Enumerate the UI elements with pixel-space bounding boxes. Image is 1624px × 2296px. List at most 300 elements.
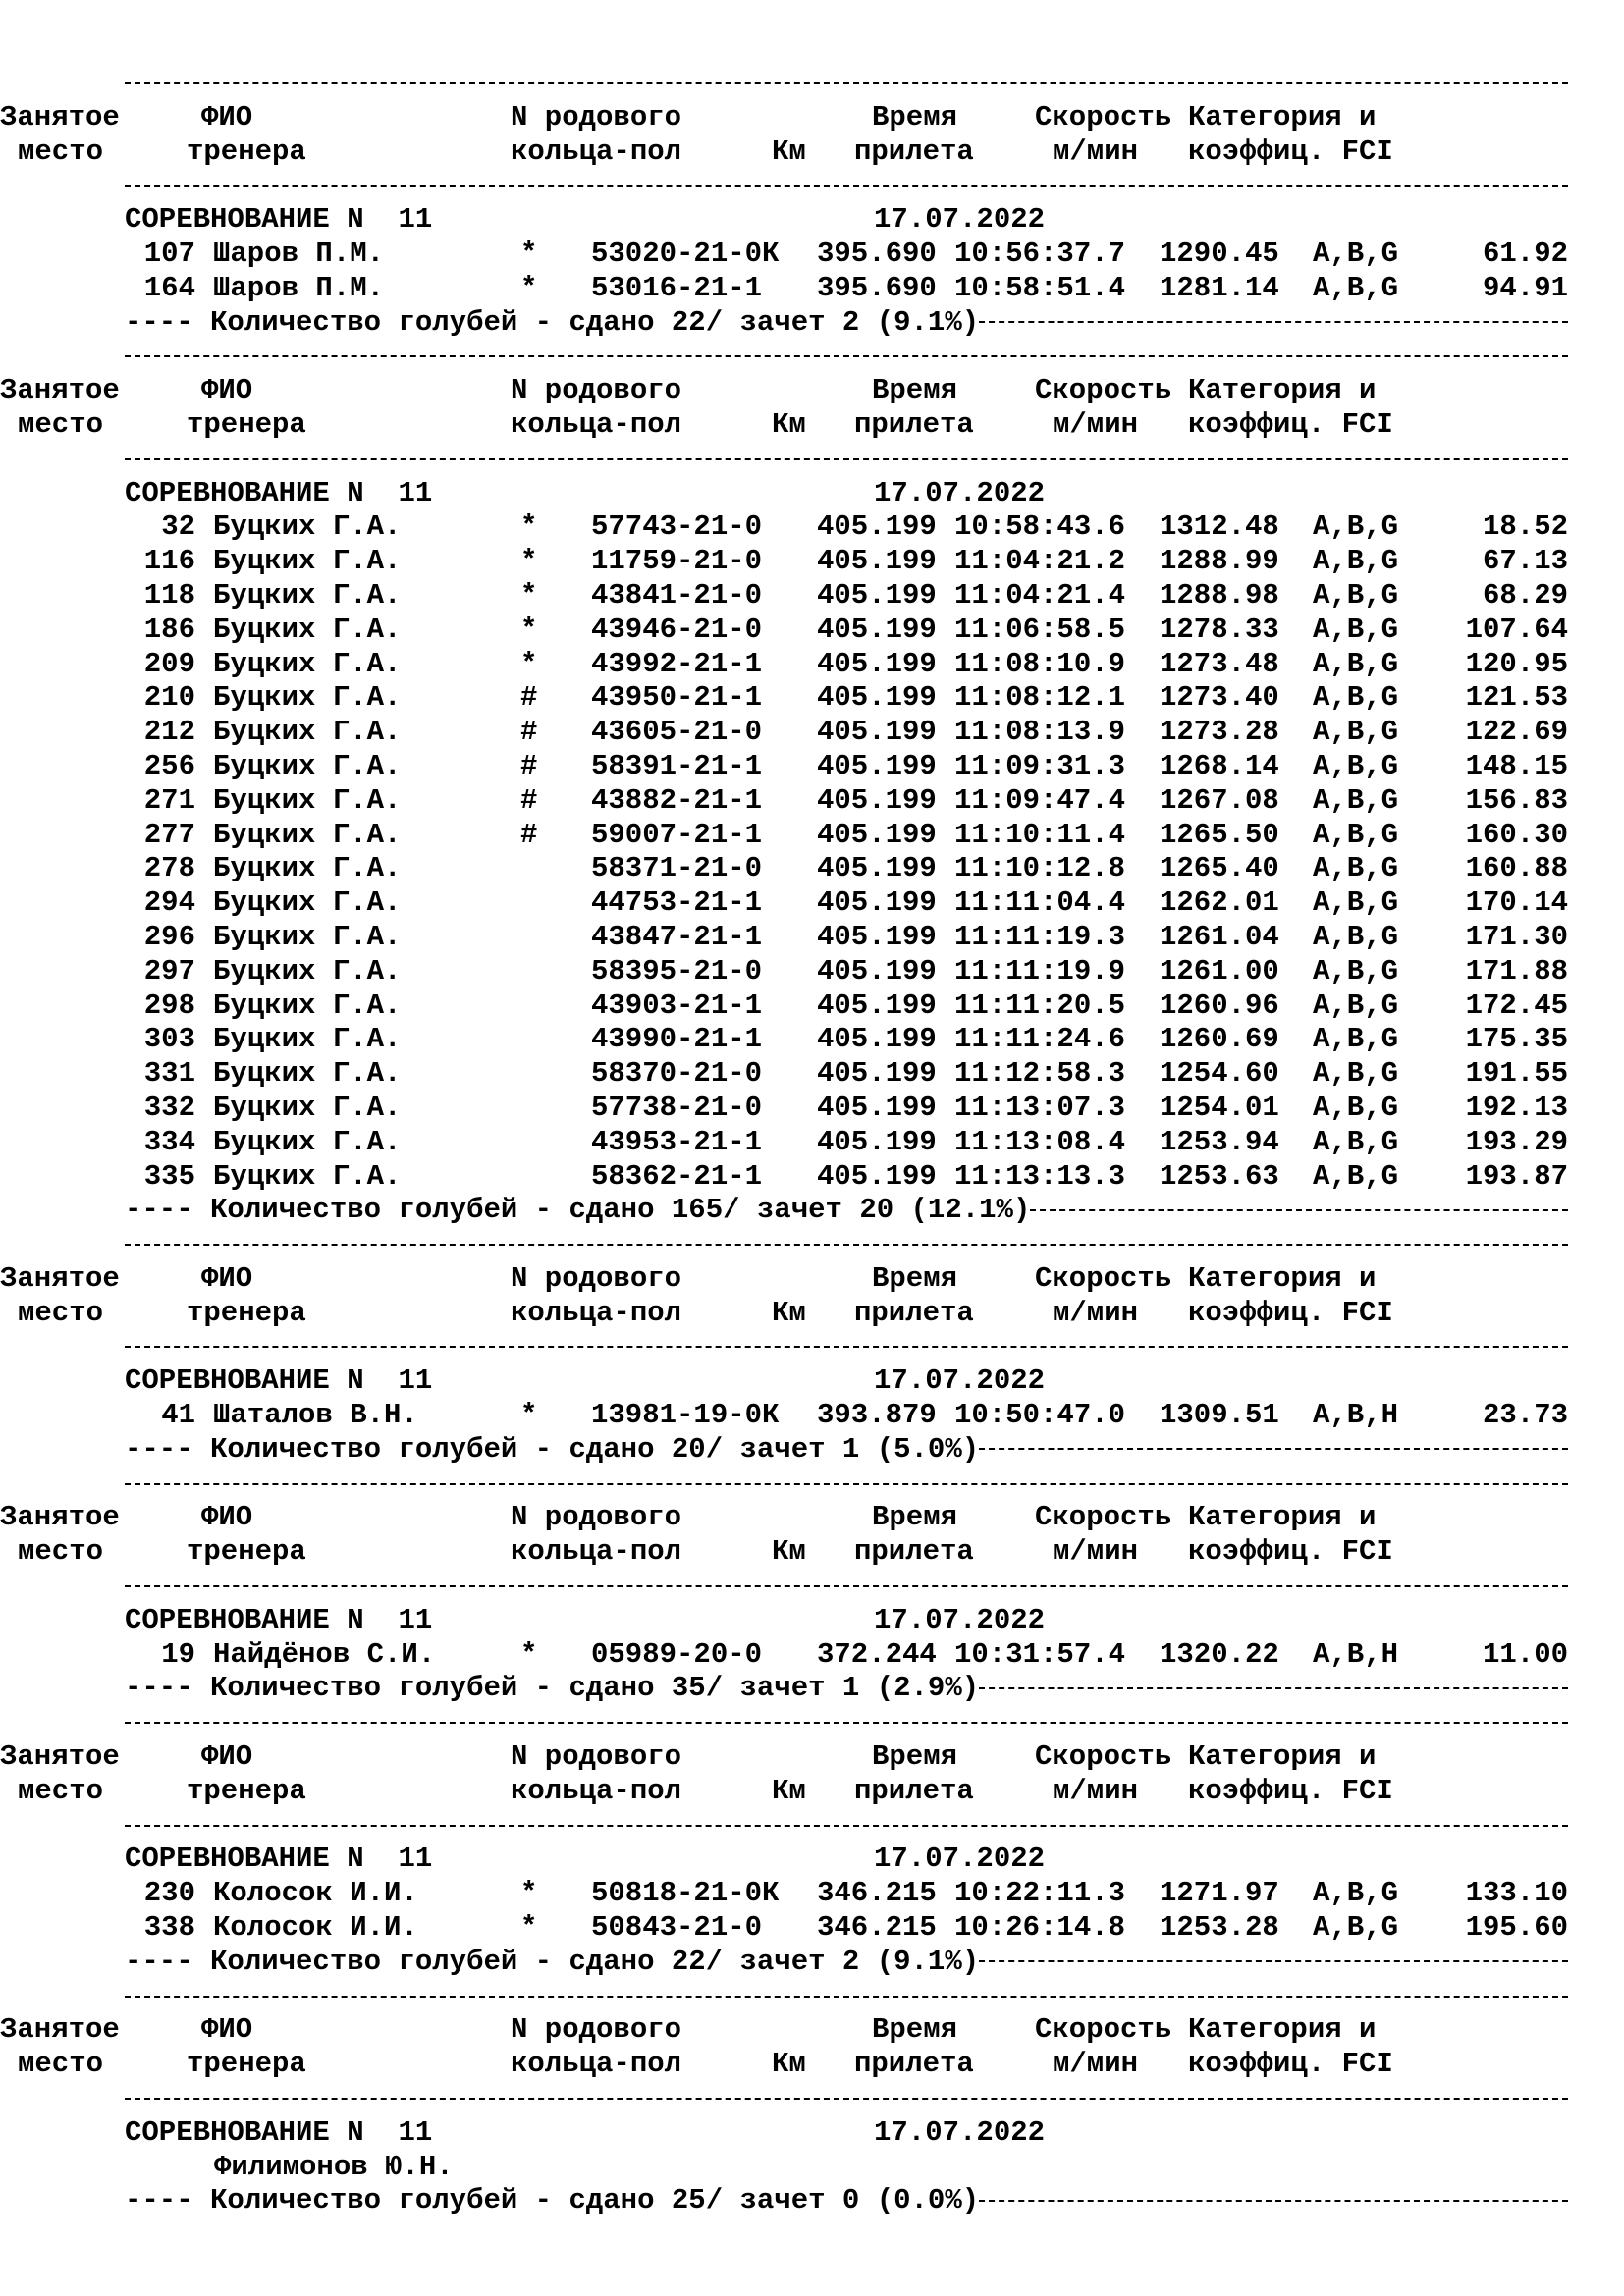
fci-cell: 160.30: [1465, 818, 1568, 851]
category-cell: A,B,G: [1313, 1911, 1399, 1945]
speed-cell: 1254.01: [1160, 1091, 1279, 1124]
mark-cell: *: [520, 1637, 538, 1671]
time-cell: 11:10:11.4: [954, 818, 1126, 851]
table-header-line1: [0, 1501, 1597, 1535]
fci-cell: 11.00: [1482, 1637, 1568, 1671]
header-place: Занятое: [0, 2013, 120, 2047]
place-cell: 19: [161, 1637, 195, 1671]
separator-line: [125, 1570, 1597, 1604]
speed-cell: 1273.28: [1160, 716, 1279, 749]
place-cell: 116: [143, 545, 195, 578]
ring-cell: 43847-21-1: [591, 920, 763, 953]
separator-line: [125, 1706, 1597, 1740]
header-speed: Скорость: [1035, 1501, 1172, 1534]
mark-cell: *: [520, 647, 538, 680]
mark-cell: #: [520, 681, 538, 715]
time-cell: 11:13:07.3: [954, 1091, 1126, 1124]
time-cell: 11:11:04.4: [954, 886, 1126, 920]
speed-cell: 1271.97: [1160, 1877, 1279, 1910]
mark-cell: #: [520, 716, 538, 749]
trainer-cell: Буцких Г.А.: [213, 1125, 402, 1158]
header-place: Занятое: [0, 374, 120, 407]
header2-ring: кольца-пол: [511, 1535, 682, 1569]
table-header-line2: [18, 1296, 1597, 1331]
group-summary: [125, 2184, 1597, 2218]
header2-time: прилета: [854, 2048, 974, 2081]
ring-cell: 53020-21-0К: [591, 237, 780, 270]
category-cell: A,B,G: [1313, 749, 1399, 782]
trainer-cell: Буцких Г.А.: [213, 920, 402, 953]
ring-cell: 11759-21-0: [591, 545, 763, 578]
separator-line: [125, 443, 1597, 477]
place-cell: 277: [143, 818, 195, 851]
result-row: [125, 989, 1597, 1024]
table-header-line1: [0, 100, 1597, 135]
trainer-cell: Колосок И.И.: [213, 1877, 418, 1910]
header2-cat: коэффиц. FCI: [1188, 407, 1393, 441]
category-cell: A,B,G: [1313, 920, 1399, 953]
summary-dash-tail: [979, 2200, 1568, 2202]
km-cell: 346.215: [817, 1877, 937, 1910]
fci-cell: 172.45: [1465, 988, 1568, 1022]
category-cell: A,B,G: [1313, 578, 1399, 612]
speed-cell: 1273.48: [1160, 647, 1279, 680]
km-cell: 405.199: [817, 988, 937, 1022]
header2-speed: м/мин: [1053, 407, 1139, 441]
header2-place: место: [18, 1296, 104, 1329]
speed-cell: 1278.33: [1160, 613, 1279, 646]
separator-line: [125, 2082, 1597, 2116]
summary-text: ---- Количество голубей - сдано 25/ зачет 0 (0.0%): [125, 2184, 980, 2217]
table-header-line2: [18, 1535, 1597, 1570]
km-cell: 405.199: [817, 613, 937, 646]
competition-line: [125, 477, 1597, 511]
result-row: [125, 1638, 1597, 1673]
header2-time: прилета: [854, 134, 974, 168]
mark-cell: *: [520, 578, 538, 612]
category-cell: A,B,G: [1313, 1091, 1399, 1124]
fci-cell: 171.88: [1465, 954, 1568, 988]
speed-cell: 1262.01: [1160, 886, 1279, 920]
speed-cell: 1268.14: [1160, 749, 1279, 782]
competition-title: СОРЕВНОВАНИЕ N 11: [125, 1364, 433, 1398]
fci-cell: 148.15: [1465, 749, 1568, 782]
separator-line: [125, 1468, 1597, 1502]
place-cell: 303: [143, 1023, 195, 1056]
header-speed: Скорость: [1035, 1261, 1172, 1295]
ring-cell: 43903-21-1: [591, 988, 763, 1022]
speed-cell: 1260.69: [1160, 1023, 1279, 1056]
ring-cell: 43882-21-1: [591, 783, 763, 817]
header2-km: Км: [772, 407, 806, 441]
header2-ring: кольца-пол: [511, 407, 682, 441]
header2-place: место: [18, 1774, 104, 1807]
speed-cell: 1320.22: [1160, 1637, 1279, 1671]
time-cell: 11:04:21.4: [954, 578, 1126, 612]
km-cell: 405.199: [817, 578, 937, 612]
header2-time: прилета: [854, 407, 974, 441]
header2-cat: коэффиц. FCI: [1188, 1535, 1393, 1569]
trainer-cell: Буцких Г.А.: [213, 749, 402, 782]
mark-cell: *: [520, 1399, 538, 1432]
speed-cell: 1261.00: [1160, 954, 1279, 988]
ring-cell: 43990-21-1: [591, 1023, 763, 1056]
separator-line: [125, 1980, 1597, 2014]
ring-cell: 43605-21-0: [591, 716, 763, 749]
mark-cell: #: [520, 749, 538, 782]
trainer-cell: Буцких Г.А.: [213, 578, 402, 612]
km-cell: 405.199: [817, 749, 937, 782]
header2-place: место: [18, 1535, 104, 1569]
header2-name: тренера: [187, 407, 306, 441]
time-cell: 10:26:14.8: [954, 1911, 1126, 1945]
fci-cell: 160.88: [1465, 852, 1568, 885]
ring-cell: 44753-21-1: [591, 886, 763, 920]
header2-km: Км: [772, 2048, 806, 2081]
table-header-line2: [18, 407, 1597, 443]
speed-cell: 1265.40: [1160, 852, 1279, 885]
km-cell: 405.199: [817, 852, 937, 885]
time-cell: 10:56:37.7: [954, 237, 1126, 270]
km-cell: 405.199: [817, 716, 937, 749]
result-row: [125, 545, 1597, 579]
trainer-cell: Буцких Г.А.: [213, 1023, 402, 1056]
trainer-cell: Буцких Г.А.: [213, 1159, 402, 1193]
competition-line: [125, 1364, 1597, 1399]
place-cell: 118: [143, 578, 195, 612]
result-row: [125, 1023, 1597, 1057]
competition-title: СОРЕВНОВАНИЕ N 11: [125, 203, 433, 237]
trainer-cell: Найдёнов С.И.: [213, 1637, 436, 1671]
header-name: ФИО: [201, 1261, 253, 1295]
fci-cell: 94.91: [1482, 271, 1568, 304]
header2-cat: коэффиц. FCI: [1188, 2048, 1393, 2081]
speed-cell: 1273.40: [1160, 681, 1279, 715]
separator-line: [125, 1330, 1597, 1364]
header2-ring: кольца-пол: [511, 1774, 682, 1807]
place-cell: 297: [143, 954, 195, 988]
place-cell: 296: [143, 920, 195, 953]
header-cat: Категория и: [1188, 1261, 1377, 1295]
header2-name: тренера: [187, 1296, 306, 1329]
trainer-cell: Шаров П.М.: [213, 237, 385, 270]
result-row: [125, 614, 1597, 648]
mark-cell: *: [520, 1877, 538, 1910]
speed-cell: 1309.51: [1160, 1399, 1279, 1432]
speed-cell: 1253.94: [1160, 1125, 1279, 1158]
km-cell: 405.199: [817, 681, 937, 715]
group-summary: [125, 1672, 1597, 1706]
header-cat: Категория и: [1188, 1740, 1377, 1774]
category-cell: A,B,G: [1313, 1057, 1399, 1091]
time-cell: 10:22:11.3: [954, 1877, 1126, 1910]
result-row: [125, 510, 1597, 545]
results-document: [0, 67, 1597, 2218]
category-cell: A,B,G: [1313, 1159, 1399, 1193]
header2-cat: коэффиц. FCI: [1188, 1296, 1393, 1329]
trainer-cell: Буцких Г.А.: [213, 818, 402, 851]
header-ring: N родового: [511, 2013, 682, 2047]
ring-cell: 43841-21-0: [591, 578, 763, 612]
trainer-cell: Буцких Г.А.: [213, 1057, 402, 1091]
separator-line: [125, 169, 1597, 203]
summary-text: ---- Количество голубей - сдано 22/ зачет 2 (9.1%): [125, 1945, 980, 1978]
km-cell: 395.690: [817, 237, 937, 270]
km-cell: 405.199: [817, 647, 937, 680]
header2-speed: м/мин: [1053, 1296, 1139, 1329]
mark-cell: *: [520, 545, 538, 578]
result-row: [125, 238, 1597, 272]
category-cell: A,B,G: [1313, 988, 1399, 1022]
separator-line: [125, 1809, 1597, 1843]
category-cell: A,B,H: [1313, 1637, 1399, 1671]
fci-cell: 23.73: [1482, 1399, 1568, 1432]
category-cell: A,B,G: [1313, 613, 1399, 646]
separator-line: [125, 340, 1597, 374]
table-header-line2: [18, 1774, 1597, 1809]
place-cell: 298: [143, 988, 195, 1022]
place-cell: 256: [143, 749, 195, 782]
speed-cell: 1253.28: [1160, 1911, 1279, 1945]
table-header-line1: [0, 1261, 1597, 1297]
table-header-line1: [0, 374, 1597, 408]
speed-cell: 1253.63: [1160, 1159, 1279, 1193]
ring-cell: 05989-20-0: [591, 1637, 763, 1671]
summary-dash-tail: [979, 1687, 1568, 1689]
header-name: ФИО: [201, 2013, 253, 2047]
summary-dash-tail: [979, 1960, 1568, 1962]
category-cell: A,B,G: [1313, 545, 1399, 578]
summary-text: ---- Количество голубей - сдано 20/ зачет 1 (5.0%): [125, 1432, 980, 1466]
header-place: Занятое: [0, 1261, 120, 1295]
summary-text: ---- Количество голубей - сдано 165/ зачет 20 (12.1%): [125, 1194, 1031, 1227]
competition-date: 17.07.2022: [874, 1364, 1046, 1398]
km-cell: 405.199: [817, 1023, 937, 1056]
competition-line: [125, 203, 1597, 238]
result-row: [125, 1160, 1597, 1195]
ring-cell: 57743-21-0: [591, 510, 763, 544]
table-header-line1: [0, 1740, 1597, 1775]
place-cell: 210: [143, 681, 195, 715]
fci-cell: 107.64: [1465, 613, 1568, 646]
header2-ring: кольца-пол: [511, 134, 682, 168]
ring-cell: 58370-21-0: [591, 1057, 763, 1091]
header-time: Время: [872, 1501, 958, 1534]
place-cell: 278: [143, 852, 195, 885]
time-cell: 10:58:43.6: [954, 510, 1126, 544]
header-ring: N родового: [511, 1740, 682, 1774]
place-cell: 271: [143, 783, 195, 817]
km-cell: 405.199: [817, 1057, 937, 1091]
time-cell: 11:06:58.5: [954, 613, 1126, 646]
km-cell: 405.199: [817, 545, 937, 578]
header-cat: Категория и: [1188, 374, 1377, 407]
ring-cell: 59007-21-1: [591, 818, 763, 851]
speed-cell: 1288.99: [1160, 545, 1279, 578]
trainer-cell: Шаров П.М.: [213, 271, 385, 304]
header-place: Занятое: [0, 100, 120, 133]
ring-cell: 58391-21-1: [591, 749, 763, 782]
competition-date: 17.07.2022: [874, 476, 1046, 509]
header-time: Время: [872, 100, 958, 133]
competition-date: 17.07.2022: [874, 1842, 1046, 1876]
fci-cell: 122.69: [1465, 716, 1568, 749]
result-row: [125, 1057, 1597, 1092]
header-name: ФИО: [201, 100, 253, 133]
trainer-cell: Буцких Г.А.: [213, 647, 402, 680]
time-cell: 11:09:47.4: [954, 783, 1126, 817]
place-cell: 212: [143, 716, 195, 749]
competition-title: СОРЕВНОВАНИЕ N 11: [125, 1842, 433, 1876]
time-cell: 11:08:12.1: [954, 681, 1126, 715]
header2-ring: кольца-пол: [511, 1296, 682, 1329]
header-cat: Категория и: [1188, 1501, 1377, 1534]
ring-cell: 53016-21-1: [591, 271, 763, 304]
km-cell: 405.199: [817, 954, 937, 988]
header2-km: Км: [772, 1535, 806, 1569]
header-name: ФИО: [201, 374, 253, 407]
trainer-cell: Шаталов В.Н.: [213, 1399, 418, 1432]
trainer-cell: Буцких Г.А.: [213, 783, 402, 817]
trainer-cell: Колосок И.И.: [213, 1911, 418, 1945]
summary-dash-tail: [979, 1448, 1568, 1450]
mark-cell: *: [520, 1911, 538, 1945]
header-time: Время: [872, 374, 958, 407]
fci-cell: 156.83: [1465, 783, 1568, 817]
mark-cell: *: [520, 271, 538, 304]
km-cell: 372.244: [817, 1637, 937, 1671]
group-summary: [125, 1433, 1597, 1468]
result-row: [125, 750, 1597, 784]
fci-cell: 18.52: [1482, 510, 1568, 544]
ring-cell: 50843-21-0: [591, 1911, 763, 1945]
place-cell: 230: [143, 1877, 195, 1910]
category-cell: A,B,G: [1313, 647, 1399, 680]
ring-cell: 50818-21-0К: [591, 1877, 780, 1910]
ring-cell: 57738-21-0: [591, 1091, 763, 1124]
competition-line: [125, 1842, 1597, 1877]
summary-dash-tail: [979, 321, 1568, 323]
competition-title: СОРЕВНОВАНИЕ N 11: [125, 1603, 433, 1636]
km-cell: 395.690: [817, 271, 937, 304]
ring-cell: 43950-21-1: [591, 681, 763, 715]
speed-cell: 1254.60: [1160, 1057, 1279, 1091]
header-cat: Категория и: [1188, 2013, 1377, 2047]
summary-dash-tail: [1030, 1209, 1568, 1211]
category-cell: A,B,G: [1313, 852, 1399, 885]
trainer-cell: Буцких Г.А.: [213, 1091, 402, 1124]
time-cell: 11:08:13.9: [954, 716, 1126, 749]
group-summary: [125, 306, 1597, 341]
result-row: [125, 852, 1597, 886]
header-cat: Категория и: [1188, 100, 1377, 133]
header2-time: прилета: [854, 1774, 974, 1807]
competition-date: 17.07.2022: [874, 1603, 1046, 1636]
place-cell: 331: [143, 1057, 195, 1091]
time-cell: 10:58:51.4: [954, 271, 1126, 304]
km-cell: 405.199: [817, 510, 937, 544]
table-header-line2: [18, 2048, 1597, 2082]
header-speed: Скорость: [1035, 1740, 1172, 1774]
speed-cell: 1267.08: [1160, 783, 1279, 817]
fci-cell: 195.60: [1465, 1911, 1568, 1945]
header-speed: Скорость: [1035, 100, 1172, 133]
trainer-cell: Буцких Г.А.: [213, 886, 402, 920]
result-row: [125, 716, 1597, 750]
speed-cell: 1261.04: [1160, 920, 1279, 953]
result-row: [125, 955, 1597, 989]
km-cell: 405.199: [817, 818, 937, 851]
header-place: Занятое: [0, 1740, 120, 1774]
result-row: [125, 921, 1597, 955]
mark-cell: *: [520, 510, 538, 544]
header2-speed: м/мин: [1053, 1774, 1139, 1807]
fci-cell: 120.95: [1465, 647, 1568, 680]
category-cell: A,B,G: [1313, 954, 1399, 988]
header-speed: Скорость: [1035, 374, 1172, 407]
km-cell: 393.879: [817, 1399, 937, 1432]
speed-cell: 1281.14: [1160, 271, 1279, 304]
header-time: Время: [872, 1740, 958, 1774]
fci-cell: 133.10: [1465, 1877, 1568, 1910]
trainer-cell: Буцких Г.А.: [213, 716, 402, 749]
time-cell: 11:10:12.8: [954, 852, 1126, 885]
trainer-cell: Буцких Г.А.: [213, 681, 402, 715]
header2-time: прилета: [854, 1535, 974, 1569]
fci-cell: 191.55: [1465, 1057, 1568, 1091]
result-row: [125, 784, 1597, 819]
time-cell: 11:13:08.4: [954, 1125, 1126, 1158]
category-cell: A,B,G: [1313, 818, 1399, 851]
header2-km: Км: [772, 1774, 806, 1807]
fci-cell: 68.29: [1482, 578, 1568, 612]
fci-cell: 175.35: [1465, 1023, 1568, 1056]
time-cell: 11:08:10.9: [954, 647, 1126, 680]
header2-name: тренера: [187, 134, 306, 168]
category-cell: A,B,G: [1313, 1125, 1399, 1158]
separator-line: [125, 67, 1597, 101]
header2-name: тренера: [187, 2048, 306, 2081]
time-cell: 11:11:20.5: [954, 988, 1126, 1022]
place-cell: 209: [143, 647, 195, 680]
km-cell: 405.199: [817, 1159, 937, 1193]
header-speed: Скорость: [1035, 2013, 1172, 2047]
result-row: [125, 1877, 1597, 1911]
result-row: [125, 648, 1597, 682]
ring-cell: 43953-21-1: [591, 1125, 763, 1158]
header2-place: место: [18, 407, 104, 441]
time-cell: 11:11:19.3: [954, 920, 1126, 953]
ring-cell: 43992-21-1: [591, 647, 763, 680]
category-cell: A,B,G: [1313, 510, 1399, 544]
place-cell: 335: [143, 1159, 195, 1193]
mark-cell: #: [520, 783, 538, 817]
competition-line: [125, 2116, 1597, 2151]
mark-cell: #: [520, 818, 538, 851]
summary-text: ---- Количество голубей - сдано 35/ зачет 1 (2.9%): [125, 1672, 980, 1705]
group-summary: [125, 1946, 1597, 1980]
header2-place: место: [18, 134, 104, 168]
km-cell: 405.199: [817, 783, 937, 817]
trainer-cell: Буцких Г.А.: [213, 852, 402, 885]
header2-km: Км: [772, 1296, 806, 1329]
header2-speed: м/мин: [1053, 1535, 1139, 1569]
header2-speed: м/мин: [1053, 134, 1139, 168]
fci-cell: 121.53: [1465, 681, 1568, 715]
time-cell: 11:11:24.6: [954, 1023, 1126, 1056]
ring-cell: 13981-19-0К: [591, 1399, 780, 1432]
competition-title: СОРЕВНОВАНИЕ N 11: [125, 476, 433, 509]
